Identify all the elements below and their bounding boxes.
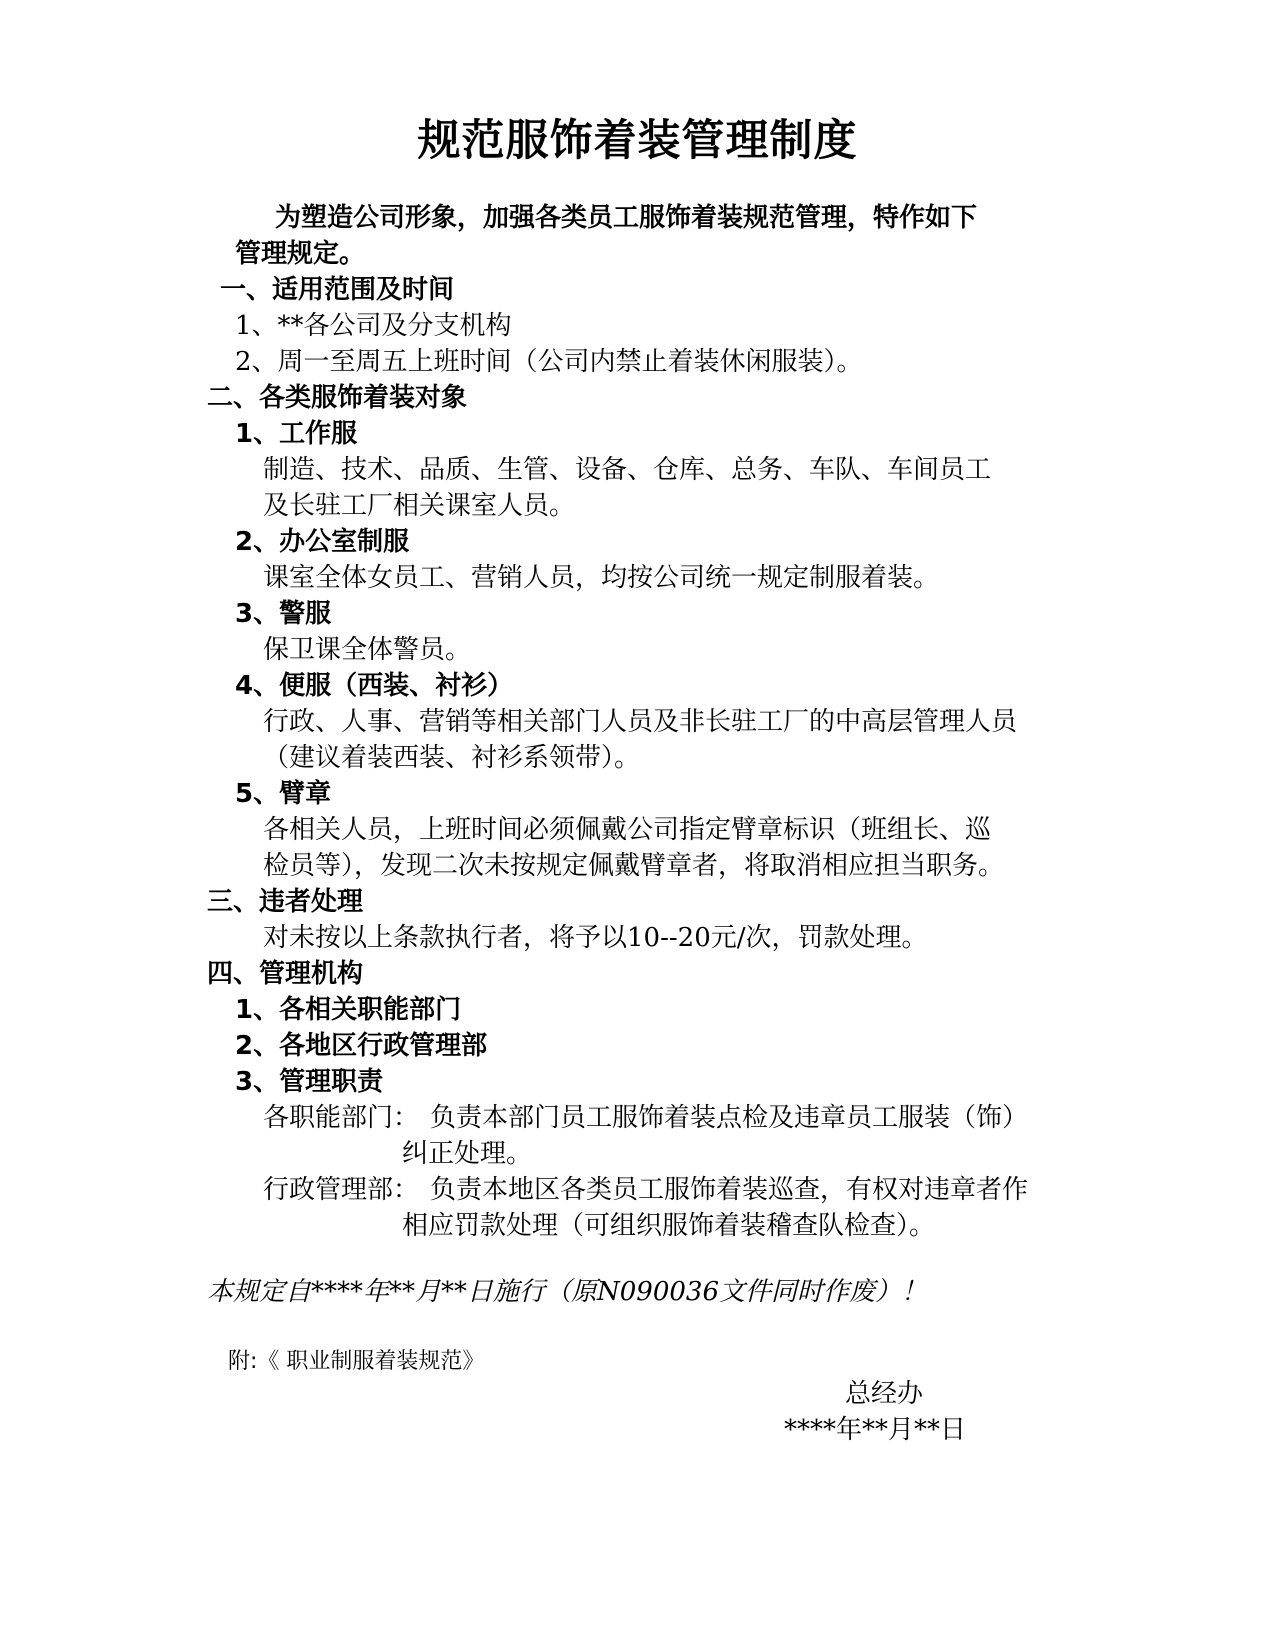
- intro-line-2: 管理规定。: [235, 239, 366, 269]
- duty-2-line-1: 负责本地区各类员工服饰着装巡查，有权对违章者作: [430, 1175, 1029, 1205]
- attachment-note: 附:《 职业制服着装规范》: [228, 1349, 485, 1374]
- section-1-item-2: 2、周一至周五上班时间（公司内禁止着装休闲服装）。: [235, 347, 863, 377]
- work-uniform-heading: 1、工作服: [235, 419, 358, 449]
- armband-heading: 5、臂章: [235, 779, 332, 809]
- section-1-item-1: 1、**各公司及分支机构: [235, 311, 512, 341]
- issue-date: ****年**月**日: [784, 1415, 967, 1445]
- intro-line-1: 为塑造公司形象，加强各类员工服饰着装规范管理，特作如下: [275, 203, 978, 233]
- work-uniform-line-1: 制造、技术、品质、生管、设备、仓库、总务、车队、车间员工: [263, 455, 992, 485]
- casual-wear-heading: 4、便服（西装、衬衫）: [235, 671, 514, 701]
- section-4-item-2: 2、各地区行政管理部: [235, 1031, 488, 1061]
- section-4-heading: 四、管理机构: [207, 959, 364, 989]
- document-title: 规范服饰着装管理制度: [417, 116, 858, 166]
- section-3-heading: 三、违者处理: [207, 887, 364, 917]
- effective-date-notice: 本规定自****年**月**日施行（原N090036文件同时作废）！: [207, 1277, 928, 1307]
- section-4-item-3: 3、管理职责: [235, 1067, 384, 1097]
- guard-uniform-heading: 3、警服: [235, 599, 332, 629]
- casual-wear-line-2: （建议着装西装、衬衫系领带）。: [263, 743, 641, 773]
- duty-1-line-1: 负责本部门员工服饰着装点检及违章员工服装（饰）: [430, 1103, 1029, 1133]
- duty-2-line-2: 相应罚款处理（可组织服饰着装稽查队检查）。: [402, 1211, 936, 1241]
- duty-2-label: 行政管理部：: [263, 1175, 420, 1205]
- section-4-item-1: 1、各相关职能部门: [235, 995, 462, 1025]
- duty-1-line-2: 纠正处理。: [402, 1139, 533, 1169]
- armband-line-2: 检员等），发现二次未按规定佩戴臂章者，将取消相应担当职务。: [263, 851, 1005, 881]
- section-1-heading: 一、适用范围及时间: [220, 275, 455, 305]
- office-uniform-line-1: 课室全体女员工、营销人员，均按公司统一规定制服着装。: [263, 563, 940, 593]
- casual-wear-line-1: 行政、人事、营销等相关部门人员及非长驻工厂的中高层管理人员: [263, 707, 1018, 737]
- duty-1-label: 各职能部门：: [263, 1103, 420, 1133]
- work-uniform-line-2: 及长驻工厂相关课室人员。: [263, 491, 576, 521]
- issuer: 总经办: [845, 1379, 924, 1409]
- section-3-text: 对未按以上条款执行者，将予以10--20元/次，罚款处理。: [263, 923, 928, 953]
- armband-line-1: 各相关人员，上班时间必须佩戴公司指定臂章标识（班组长、巡: [263, 815, 992, 845]
- office-uniform-heading: 2、办公室制服: [235, 527, 410, 557]
- guard-uniform-line-1: 保卫课全体警员。: [263, 635, 472, 665]
- section-2-heading: 二、各类服饰着装对象: [207, 383, 468, 413]
